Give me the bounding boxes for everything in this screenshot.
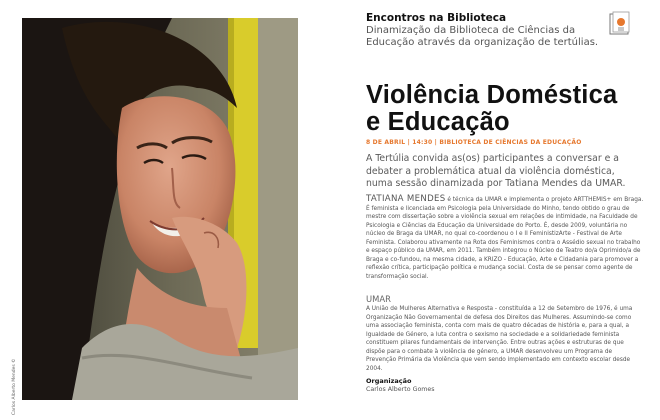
speaker-bio-text: é técnica da UMAR e implementa o projeto ARTTHEMIS+ em Braga. É feminista e licenciada em Psicologia pela Universidade do Minho, tendo obtido o grau de mestre com dissertação sobre a violência sexual em relações de intimidade, na Faculdade de Psicologia e Ciências da Educação da Universidade do Porto. É, desde 2009, voluntária no núcleo de Braga da UMAR, no qual co-coordenou o I e II FeministizArte - Festival de Arte Feminista. Colaborou ativamente na Rota dos Feminismos contra o Assédio sexual no trabalho e espaço público da UMAR, em 2011. Também integrou o Núcleo de Teatro do/a Oprimido/a de Braga e co-fundou, na mesma cidade, a KRIZO - Educação, Arte e Cidadania para promover a reflexão crítica, participação política e mudança social. Costa de se pensar como agente de transformação social. (366, 197, 644, 280)
event-title-line1: Violência Doméstica (366, 81, 618, 109)
speaker-bio (366, 195, 644, 281)
speaker-name: TATIANA MENDES (366, 194, 446, 204)
speaker-photo-illustration (22, 18, 298, 400)
umar-heading: UMAR (366, 294, 391, 304)
event-date-location: 8 DE ABRIL | 14:30 | BIBLIOTECA DE CIÊNCIAS DA EDUCAÇÃO (366, 139, 582, 146)
organization-name: Carlos Alberto Gomes (366, 386, 435, 393)
library-logo-icon (608, 11, 632, 37)
speaker-photo (22, 18, 298, 400)
photo-credit-text: Carlos Alberto Mendes © (12, 358, 17, 415)
series-title: Encontros na Biblioteca (366, 12, 507, 24)
umar-description: A União de Mulheres Alternativa e Resposta - constituída a 12 de Setembro de 1976, é uma Organização Não Governamental de defesa dos Direitos das Mulheres. Assumindo-se como uma associação feminista, conta com mais de quatro décadas de história e, para a qual, a Igualdade de Género, a luta contra o sexismo na sociedade e a solidariedade feminista constituem pilares fundamentais de intervenção. Entre outras ações e estruturas de que dispõe para o combate à violência de género, a UMAR desenvolveu um Programa de Prevenção Primária da Violência que vem sendo implementado em contexto escolar desde 2004. (366, 306, 633, 372)
organization-heading: Organização (366, 377, 412, 385)
event-title-line2: e Educação (366, 108, 510, 136)
photo-credit (9, 355, 19, 415)
series-subtitle: Dinamização da Biblioteca de Ciências da Educação através da organização de tertúlias. (366, 25, 599, 48)
series-header (366, 12, 626, 48)
event-intro: A Tertúlia convida as(os) participantes a conversar e a debater a problemática atual da violência doméstica, numa sessão dinamizada por Tatiana Mendes da UMAR. (366, 153, 626, 189)
event-title (366, 82, 651, 136)
